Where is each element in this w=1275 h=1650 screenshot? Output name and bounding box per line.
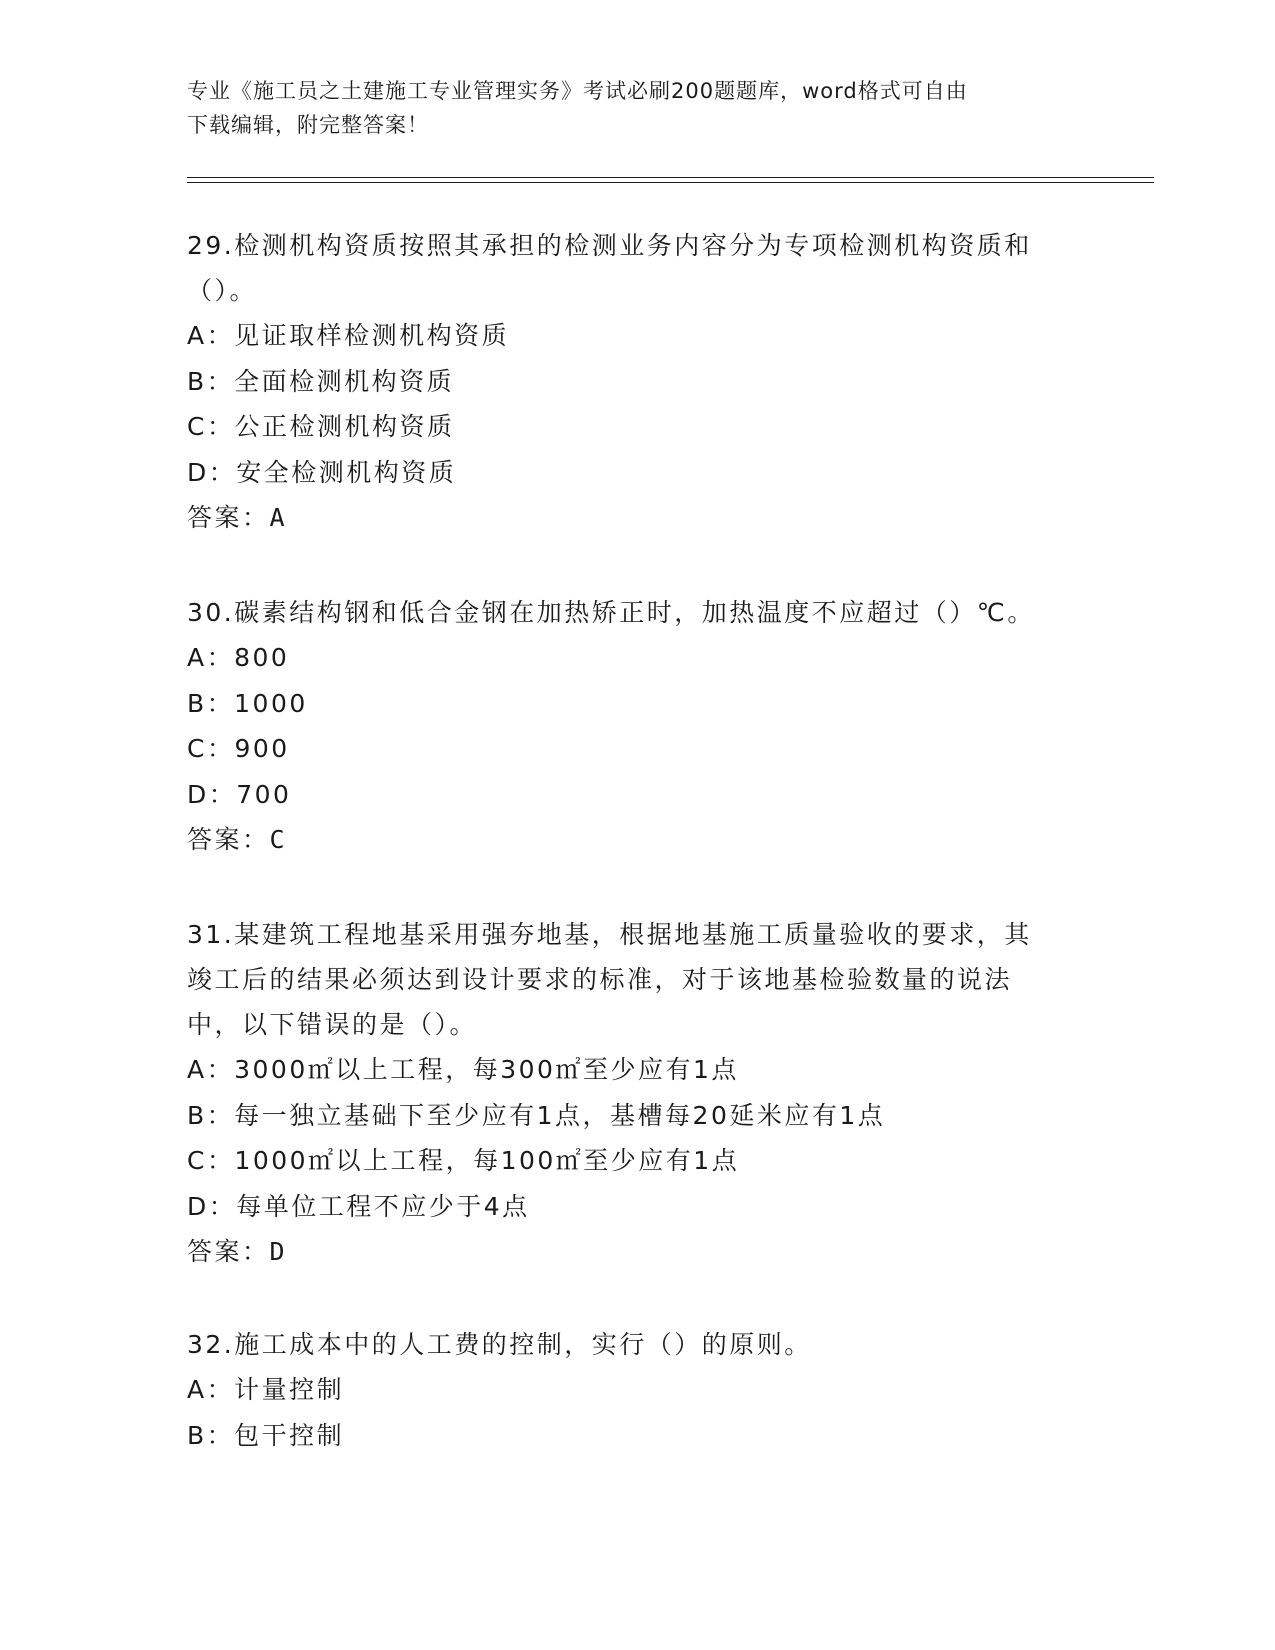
option-c: C：公正检测机构资质: [187, 412, 455, 441]
question-stem-line: 29.检测机构资质按照其承担的检测业务内容分为专项检测机构资质和: [187, 231, 1032, 260]
option-b: B：全面检测机构资质: [187, 366, 455, 396]
question-stem-line: 中，以下错误的是（）。: [187, 1010, 478, 1039]
question-31: [187, 912, 1087, 1275]
answer-value: D: [269, 1237, 288, 1266]
option-a: A：计量控制: [187, 1375, 345, 1404]
option-b: B：包干控制: [187, 1420, 345, 1450]
option-a: A：800: [187, 643, 290, 672]
answer-line: [187, 817, 1087, 863]
option-c: C：1000㎡以上工程，每100㎡至少应有1点: [187, 1146, 740, 1175]
question-stem-line: 30.碳素结构钢和低合金钢在加热矫正时，加热温度不应超过（）℃。: [187, 598, 1035, 627]
question-32: [187, 1322, 1087, 1458]
header-divider-top: [187, 177, 1154, 178]
option-d: D：安全检测机构资质: [187, 457, 457, 487]
header-line-1: 专业《施工员之土建施工专业管理实务》考试必刷200题题库，word格式可自由: [187, 79, 968, 103]
option-a: A：3000㎡以上工程，每300㎡至少应有1点: [187, 1055, 739, 1084]
answer-line: [187, 1229, 1087, 1275]
question-stem-line: 31.某建筑工程地基采用强夯地基，根据地基施工质量验收的要求，其: [187, 920, 1032, 949]
option-a: A：见证取样检测机构资质: [187, 321, 510, 350]
answer-label: 答案：: [187, 825, 270, 854]
option-c: C：900: [187, 734, 290, 763]
answer-value: A: [269, 503, 288, 532]
answer-line: [187, 495, 1087, 541]
question-stem-line: 32.施工成本中的人工费的控制，实行（）的原则。: [187, 1330, 812, 1359]
header-line-2: 下载编辑，附完整答案！: [187, 113, 429, 137]
question-stem-line: （）。: [187, 276, 258, 305]
question-30: [187, 590, 1087, 863]
document-header: [187, 74, 1067, 142]
answer-value: C: [269, 825, 288, 854]
answer-label: 答案：: [187, 503, 270, 532]
header-divider-bottom: [187, 182, 1154, 183]
option-b: B：1000: [187, 688, 308, 718]
question-stem-line: 竣工后的结果必须达到设计要求的标准，对于该地基检验数量的说法: [187, 965, 1013, 994]
option-b: B：每一独立基础下至少应有1点，基槽每20延米应有1点: [187, 1100, 886, 1130]
answer-label: 答案：: [187, 1237, 270, 1266]
option-d: D：700: [187, 779, 292, 809]
question-29: [187, 223, 1087, 541]
option-d: D：每单位工程不应少于4点: [187, 1191, 530, 1221]
